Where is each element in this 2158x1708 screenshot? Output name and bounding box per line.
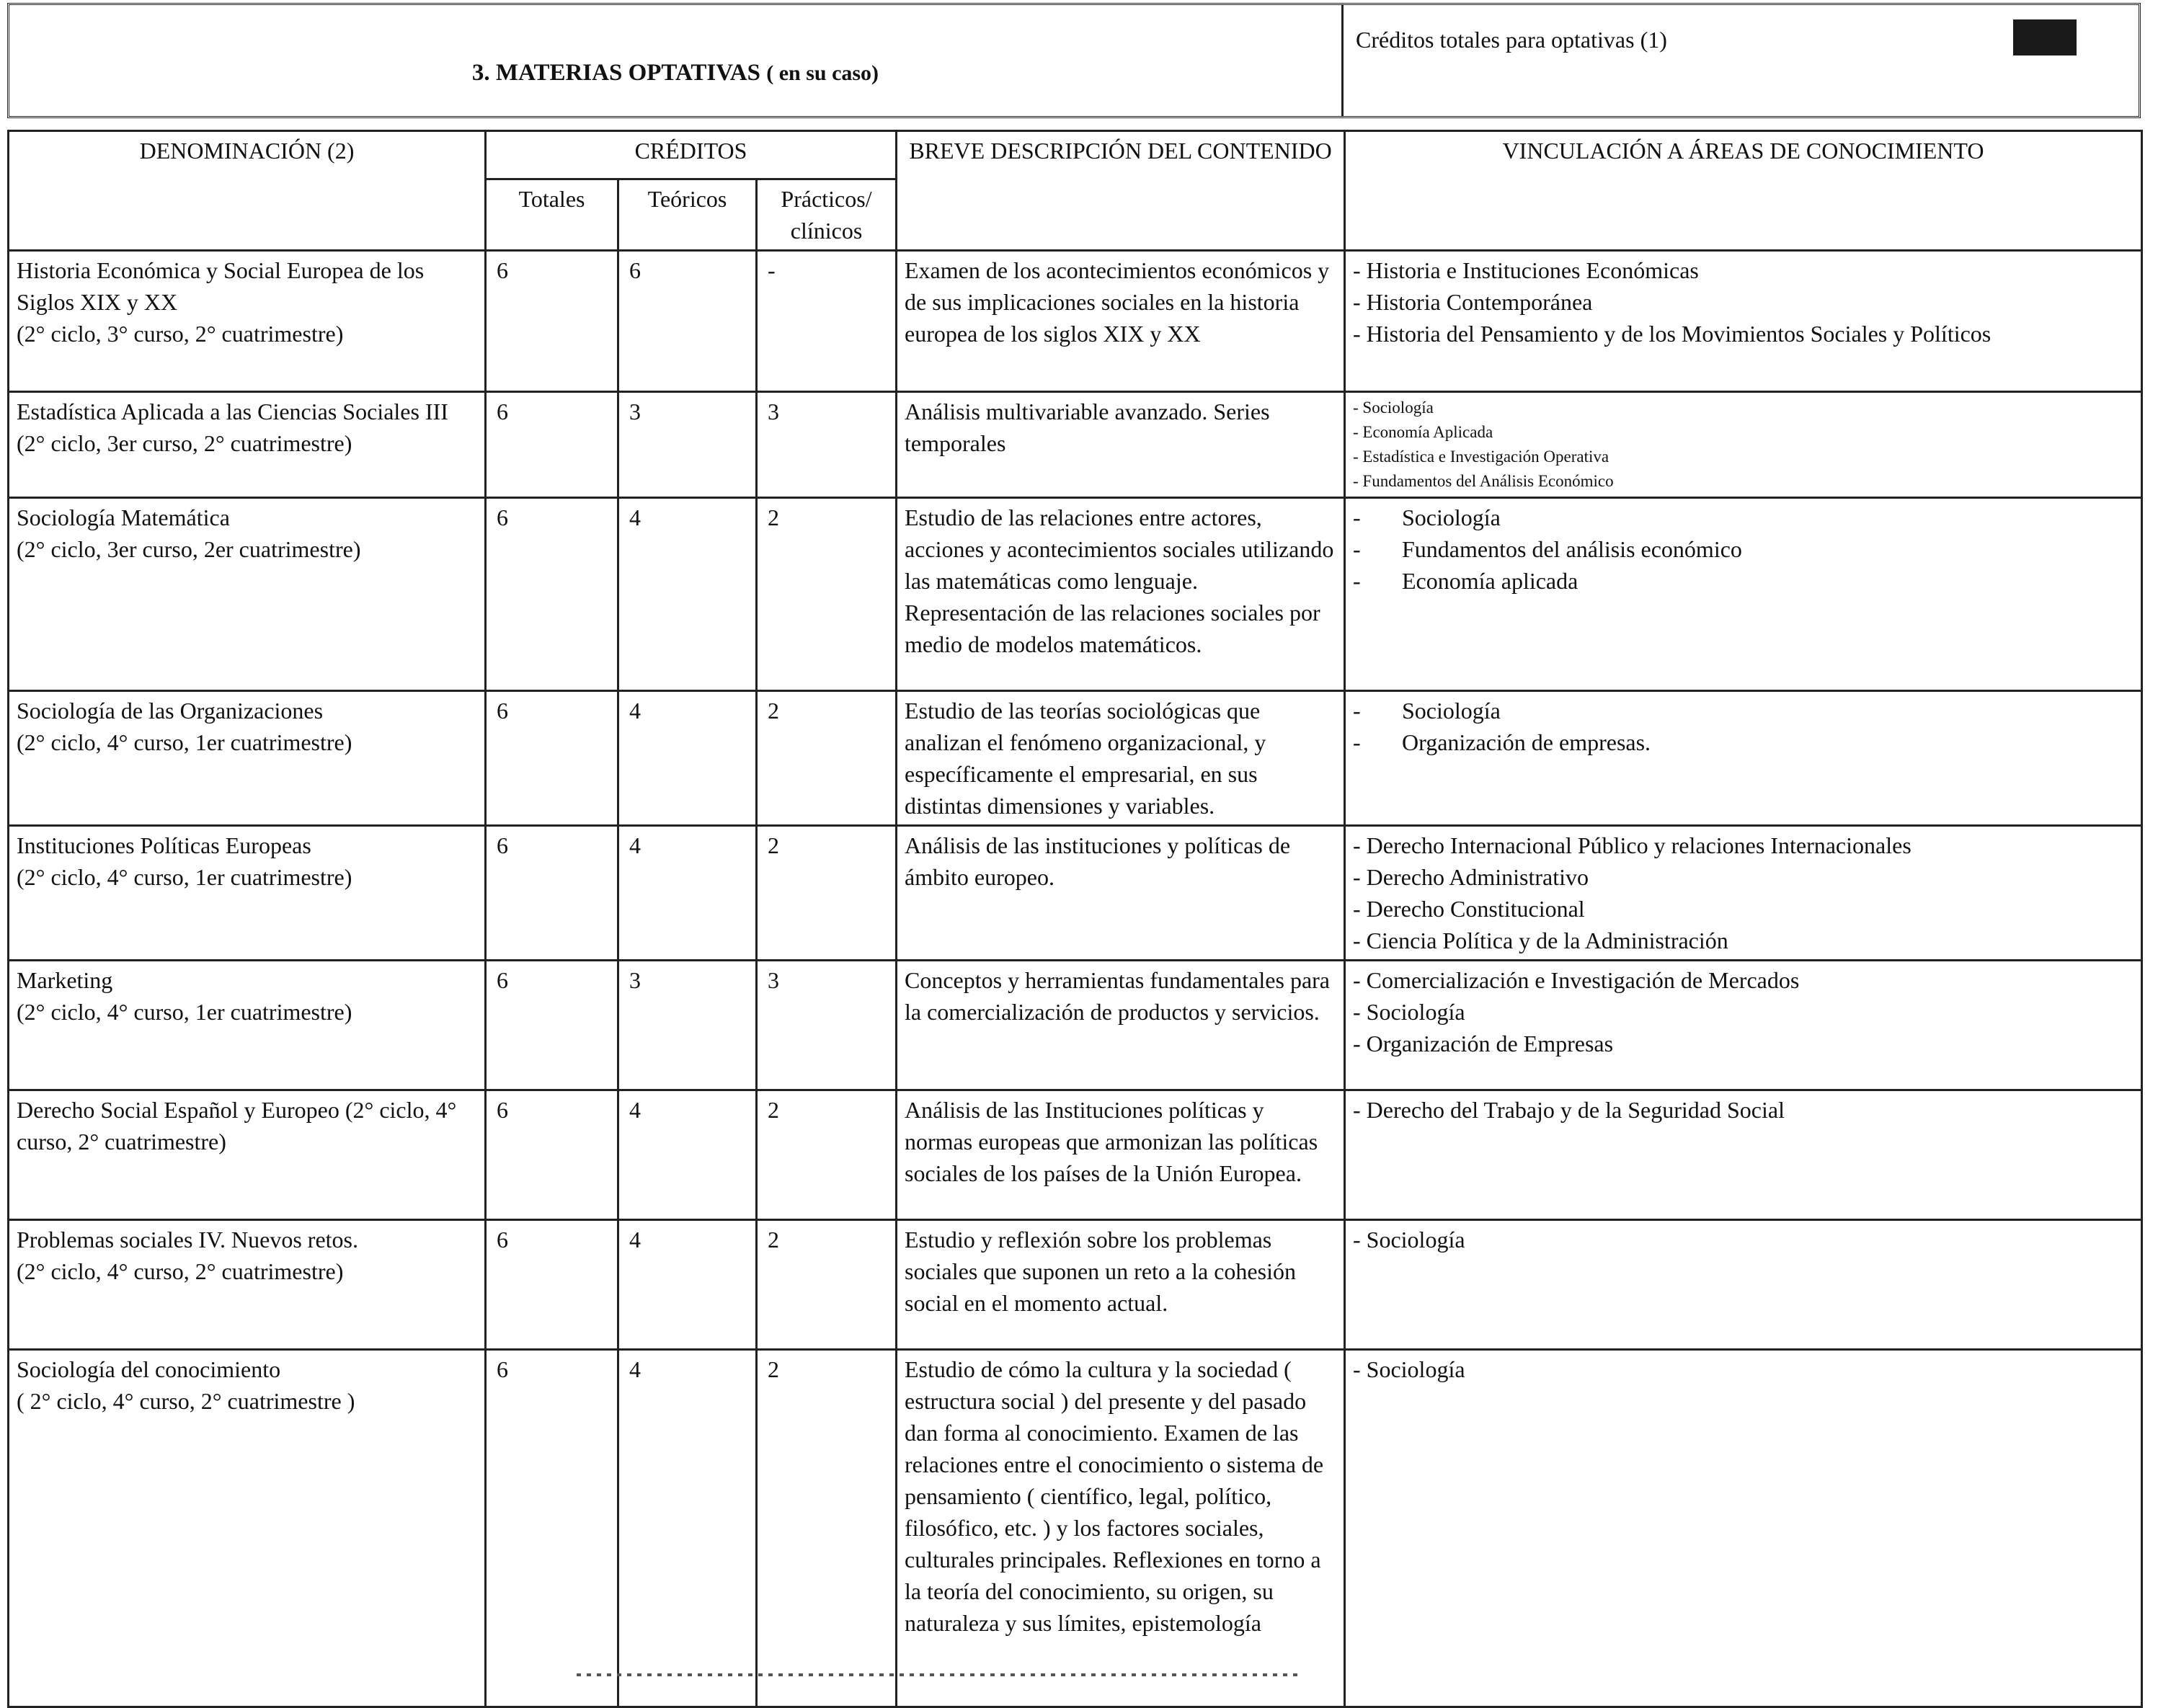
knowledge-areas xyxy=(1345,961,2142,1090)
area-item: - Sociología xyxy=(1353,1227,1465,1253)
area-item: - Organización de empresas. xyxy=(1353,729,1651,755)
document-page xyxy=(7,3,2141,1679)
area-item: - Historia Contemporánea xyxy=(1353,289,1593,315)
area-item: - Sociología xyxy=(1353,698,1501,724)
credits-practice: 2 xyxy=(757,826,897,961)
section-header xyxy=(7,3,2141,118)
area-item: - Organización de Empresas xyxy=(1353,1031,1614,1057)
area-item: - Sociología xyxy=(1353,1356,1465,1382)
credits-theory: 3 xyxy=(618,392,757,498)
credits-total: 6 xyxy=(486,392,618,498)
subject-cell xyxy=(9,691,486,826)
subject-cell xyxy=(9,961,486,1090)
col-practicos: Prácticos/ clínicos xyxy=(757,179,897,251)
col-totales: Totales xyxy=(486,179,618,251)
subject-name: Marketing xyxy=(17,967,113,993)
area-item: - Fundamentos del Análisis Económico xyxy=(1353,472,1614,490)
credits-practice: - xyxy=(757,251,897,392)
col-denominacion: DENOMINACIÓN (2) xyxy=(9,131,486,251)
credits-theory: 4 xyxy=(618,1220,757,1350)
table-header-row xyxy=(9,131,2142,179)
section-title xyxy=(9,60,1341,86)
credits-total: 6 xyxy=(486,251,618,392)
subject-cell xyxy=(9,1350,486,1707)
table-row xyxy=(9,826,2142,961)
subject-description: Análisis de las Instituciones políticas y normas europeas que armonizan las políticas sociales de los países de la Unión Europea. xyxy=(897,1090,1345,1220)
knowledge-areas xyxy=(1345,826,2142,961)
credits-theory: 3 xyxy=(618,961,757,1090)
knowledge-areas xyxy=(1345,1220,2142,1350)
subject-cycle: (2° ciclo, 3° curso, 2° cuatrimestre) xyxy=(17,321,344,347)
subject-cycle: (2° ciclo, 4° curso, 1er cuatrimestre) xyxy=(17,999,352,1025)
area-item: - Estadística e Investigación Operativa xyxy=(1353,448,1609,466)
area-item: - Derecho Administrativo xyxy=(1353,864,1589,890)
subject-name: Estadística Aplicada a las Ciencias Sociales III xyxy=(17,399,448,424)
area-item: - Historia e Instituciones Económicas xyxy=(1353,257,1699,283)
subject-name: Derecho Social Español y Europeo (2° ciclo, 4° curso, 2° cuatrimestre) xyxy=(17,1097,457,1155)
subject-cycle: (2° ciclo, 4° curso, 2° cuatrimestre) xyxy=(17,1258,344,1284)
section-title-main: 3. MATERIAS OPTATIVAS xyxy=(471,60,760,86)
knowledge-areas xyxy=(1345,392,2142,498)
subject-cell xyxy=(9,826,486,961)
subject-description: Estudio de las relaciones entre actores, acciones y acontecimientos sociales utilizando las matemáticas como lenguaje. Representación de las relaciones sociales por medio de modelos matemáticos. xyxy=(897,498,1345,691)
section-title-note: ( en su caso) xyxy=(766,61,879,85)
credits-total-label: Créditos totales para optativas (1) xyxy=(1356,27,1667,53)
subject-description: Conceptos y herramientas fundamentales para la comercialización de productos y servicios. xyxy=(897,961,1345,1090)
credits-practice: 2 xyxy=(757,1350,897,1707)
subject-description: Estudio de cómo la cultura y la sociedad ( estructura social ) del presente y del pasado dan forma al conocimiento. Examen de las relaciones entre el conocimiento o sistema de pensamiento ( científico, legal, político, filosófico, etc. ) y los factores sociales, culturales principales. Reflexiones en torno a la teoría del conocimiento, su origen, su naturaleza y sus límites, epistemología xyxy=(897,1350,1345,1707)
header-divider xyxy=(1341,5,1344,116)
area-item: - Ciencia Política y de la Administración xyxy=(1353,928,1728,953)
optional-subjects-table xyxy=(7,130,2143,1708)
subject-name: Problemas sociales IV. Nuevos retos. xyxy=(17,1227,358,1253)
subject-cell xyxy=(9,1090,486,1220)
credits-theory: 4 xyxy=(618,498,757,691)
credits-total: 6 xyxy=(486,1090,618,1220)
credits-theory: 4 xyxy=(618,826,757,961)
scan-artifact xyxy=(577,1673,1297,1676)
redacted-credits-box xyxy=(2013,19,2077,55)
subject-description: Análisis multivariable avanzado. Series temporales xyxy=(897,392,1345,498)
subject-name: Sociología Matemática xyxy=(17,504,230,530)
credits-total: 6 xyxy=(486,691,618,826)
area-item: - Comercialización e Investigación de Mercados xyxy=(1353,967,1800,993)
credits-total: 6 xyxy=(486,1350,618,1707)
credits-total: 6 xyxy=(486,498,618,691)
area-item: - Sociología xyxy=(1353,999,1465,1025)
area-item: - Derecho Internacional Público y relaciones Internacionales xyxy=(1353,832,1911,858)
credits-theory: 6 xyxy=(618,251,757,392)
area-item: - Historia del Pensamiento y de los Movimientos Sociales y Políticos xyxy=(1353,321,1992,347)
subject-description: Estudio y reflexión sobre los problemas sociales que suponen un reto a la cohesión social en el momento actual. xyxy=(897,1220,1345,1350)
col-vinculacion: VINCULACIÓN A ÁREAS DE CONOCIMIENTO xyxy=(1345,131,2142,251)
subject-description: Estudio de las teorías sociológicas que analizan el fenómeno organizacional, y específicamente el empresarial, en sus distintas dimensiones y variables. xyxy=(897,691,1345,826)
table-row xyxy=(9,961,2142,1090)
subject-name: Sociología de las Organizaciones xyxy=(17,698,324,724)
subject-cycle: (2° ciclo, 3er curso, 2er cuatrimestre) xyxy=(17,536,361,562)
subject-cell xyxy=(9,498,486,691)
area-item: - Economía Aplicada xyxy=(1353,423,1493,441)
col-creditos: CRÉDITOS xyxy=(486,131,897,179)
subject-description: Examen de los acontecimientos económicos y de sus implicaciones sociales en la historia europea de los siglos XIX y XX xyxy=(897,251,1345,392)
subject-name: Sociología del conocimiento xyxy=(17,1356,281,1382)
credits-practice: 3 xyxy=(757,961,897,1090)
col-descripcion: BREVE DESCRIPCIÓN DEL CONTENIDO xyxy=(897,131,1345,251)
subject-name: Instituciones Políticas Europeas xyxy=(17,832,311,858)
knowledge-areas xyxy=(1345,691,2142,826)
subject-cell xyxy=(9,392,486,498)
credits-practice: 2 xyxy=(757,1220,897,1350)
table-row xyxy=(9,1220,2142,1350)
subject-name: Historia Económica y Social Europea de los Siglos XIX y XX xyxy=(17,257,425,315)
knowledge-areas xyxy=(1345,498,2142,691)
table-row xyxy=(9,498,2142,691)
area-item: - Economía aplicada xyxy=(1353,568,1578,594)
area-item: - Derecho Constitucional xyxy=(1353,896,1585,922)
subject-cell xyxy=(9,251,486,392)
table-row xyxy=(9,251,2142,392)
table-row xyxy=(9,392,2142,498)
knowledge-areas xyxy=(1345,1090,2142,1220)
credits-total: 6 xyxy=(486,961,618,1090)
credits-practice: 3 xyxy=(757,392,897,498)
area-item: - Derecho del Trabajo y de la Seguridad Social xyxy=(1353,1097,1785,1123)
area-item: - Sociología xyxy=(1353,399,1434,417)
credits-total: 6 xyxy=(486,826,618,961)
col-teoricos: Teóricos xyxy=(618,179,757,251)
credits-theory: 4 xyxy=(618,691,757,826)
subject-cycle: (2° ciclo, 3er curso, 2° cuatrimestre) xyxy=(17,430,352,456)
credits-theory: 4 xyxy=(618,1090,757,1220)
area-item: - Sociología xyxy=(1353,504,1501,530)
subject-cycle: ( 2° ciclo, 4° curso, 2° cuatrimestre ) xyxy=(17,1388,355,1414)
table-row xyxy=(9,1350,2142,1707)
subject-cycle: (2° ciclo, 4° curso, 1er cuatrimestre) xyxy=(17,864,352,890)
credits-practice: 2 xyxy=(757,1090,897,1220)
credits-theory: 4 xyxy=(618,1350,757,1707)
subject-cell xyxy=(9,1220,486,1350)
subject-description: Análisis de las instituciones y políticas de ámbito europeo. xyxy=(897,826,1345,961)
knowledge-areas xyxy=(1345,251,2142,392)
table-row xyxy=(9,691,2142,826)
area-item: - Fundamentos del análisis económico xyxy=(1353,536,1742,562)
subject-cycle: (2° ciclo, 4° curso, 1er cuatrimestre) xyxy=(17,729,352,755)
credits-total: 6 xyxy=(486,1220,618,1350)
table-row xyxy=(9,1090,2142,1220)
credits-practice: 2 xyxy=(757,498,897,691)
credits-practice: 2 xyxy=(757,691,897,826)
knowledge-areas xyxy=(1345,1350,2142,1707)
